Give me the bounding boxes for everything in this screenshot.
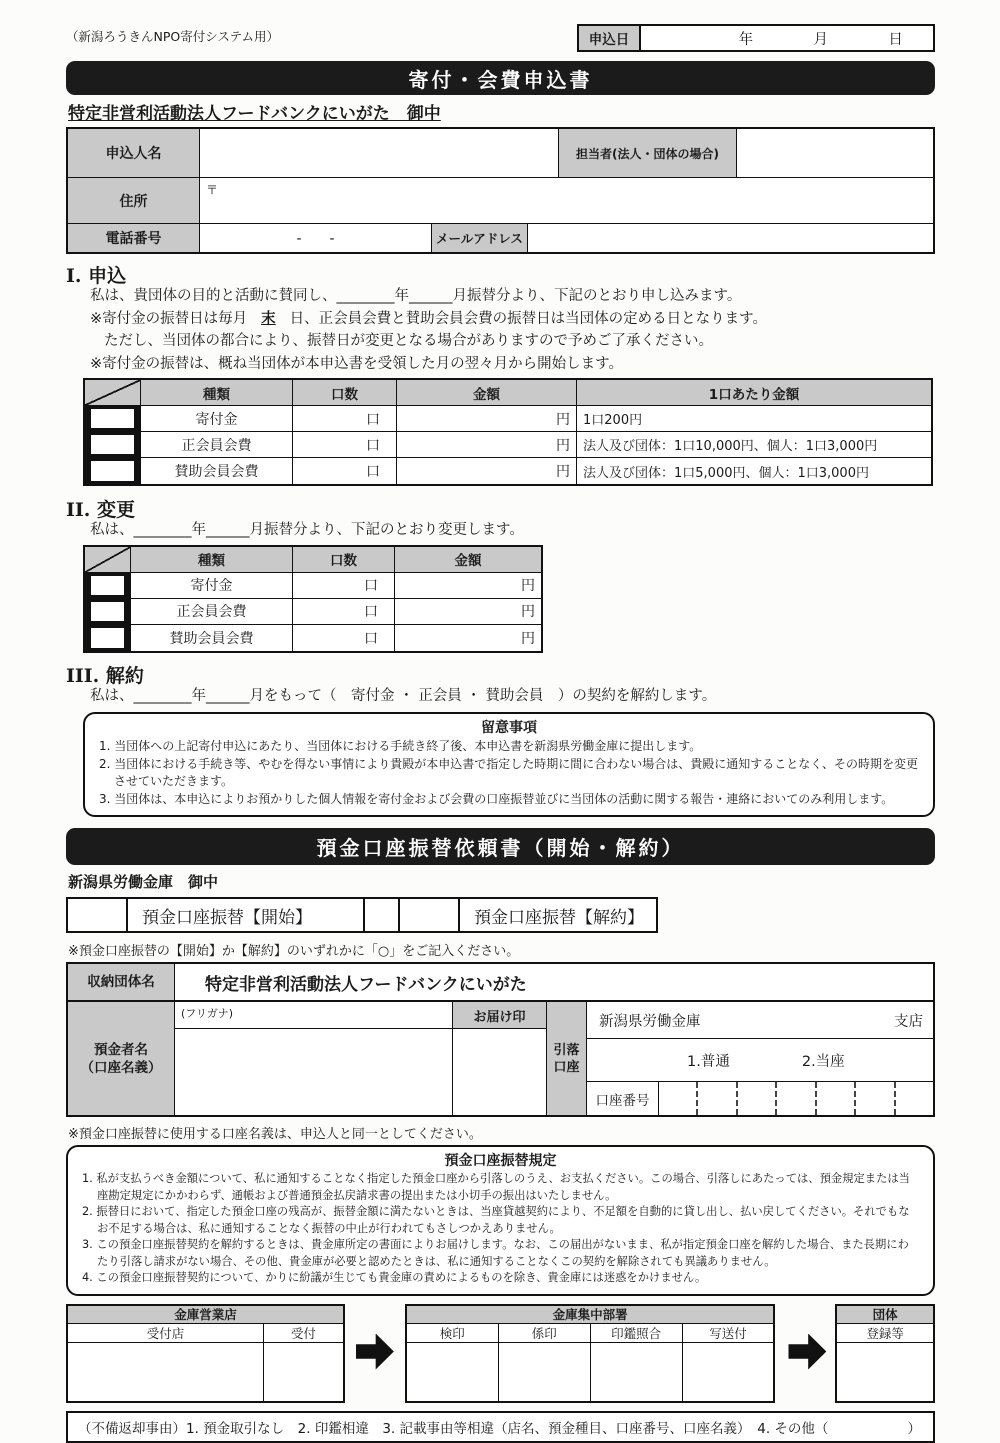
- transfer-day-value: 末: [261, 310, 276, 327]
- cancel-section-heading: III. 解約: [66, 664, 144, 687]
- date-month-label: 月: [813, 31, 828, 48]
- regulations-box: [66, 1145, 935, 1296]
- notes-box: [83, 712, 935, 817]
- amount-input[interactable]: 円: [397, 432, 577, 457]
- change-donation-checkbox[interactable]: [85, 573, 131, 598]
- application-date-label: 申込日: [579, 26, 641, 50]
- table-row: [85, 406, 931, 432]
- table-row: [85, 599, 541, 625]
- apply-note2-line: ※寄付金の振替は、概ね当団体が本申込書を受領した月の翌々月から開始します。: [90, 355, 623, 372]
- bank-name: 新潟県労働金庫: [599, 1013, 701, 1030]
- return-reason-footer: [66, 1411, 935, 1443]
- per-unit-label: 法人及び団体：1口10,000円、個人：1口3,000円: [583, 439, 878, 454]
- address-label: 住所: [68, 178, 200, 223]
- reception-branch-stamp-area[interactable]: [68, 1343, 264, 1401]
- copy-sent-area[interactable]: [683, 1343, 774, 1401]
- row-type-label: 正会員会費: [141, 432, 293, 457]
- account-type-row: [587, 1039, 933, 1082]
- reception-header: 受付: [290, 1325, 316, 1341]
- apply-intro-line: 私は、貴団体の目的と活動に賛同し、________年______月振替分より、下記のとおり申し込みます。: [90, 288, 742, 304]
- per-unit-label: 1口200円: [583, 413, 643, 428]
- seal-verification-header: 印鑑照合: [591, 1324, 683, 1342]
- payee-value: 特定非営利活動法人フードバンクにいがた: [205, 974, 527, 995]
- units-input[interactable]: 口: [293, 599, 395, 624]
- account-transfer-table: [66, 962, 935, 1117]
- form1-addressee: 特定非営利活動法人フードバンクにいがた 御中: [68, 104, 441, 124]
- table-row: [85, 573, 541, 599]
- contact-person-input[interactable]: [737, 129, 933, 177]
- return-reason-close-paren: ）: [907, 1420, 921, 1437]
- furigana-label: (フリガナ): [175, 1002, 452, 1029]
- applicant-table: [66, 127, 935, 254]
- form2-addressee: 新潟県労働金庫 御中: [68, 873, 219, 891]
- postal-mark: 〒: [206, 183, 219, 197]
- same-name-note: ※預金口座振替に使用する口座名義は、申込人と同一としてください。: [68, 1127, 482, 1142]
- depositor-label: 預金者名 （口座名義）: [68, 1002, 175, 1115]
- notes-item: 1. 当団体への上記寄付申込にあたり、当団体における手続き終了後、本申込書を新潟県労働金庫に提出します。: [99, 739, 702, 753]
- phone-input[interactable]: - -: [200, 224, 432, 252]
- start-cancel-selector: [66, 897, 658, 933]
- row-type-label: 賛助会員会費: [131, 625, 293, 651]
- change-section-heading: II. 変更: [66, 499, 136, 521]
- application-date-box: [577, 24, 935, 52]
- circle-note: ※預金口座振替の【開始】か【解約】のいずれかに「○」をご記入ください。: [68, 944, 520, 959]
- seal-label: お届け印: [453, 1002, 546, 1029]
- contact-person-label: 担当者(法人・団体の場合): [559, 129, 737, 177]
- units-input[interactable]: 口: [293, 432, 397, 457]
- change-header-amount: 金額: [395, 547, 541, 572]
- apply-header-amount: 金額: [397, 380, 577, 405]
- reception-branch-header: 受付店: [68, 1324, 264, 1342]
- units-input[interactable]: 口: [293, 406, 397, 431]
- table-row: [85, 625, 541, 651]
- applicant-name-label: 申込人名: [68, 129, 200, 177]
- flow-arrow-icon: [356, 1334, 394, 1370]
- change-table: [83, 545, 543, 653]
- clerk-stamp-area[interactable]: [499, 1343, 591, 1401]
- table-row: [85, 432, 931, 458]
- table-row: [85, 458, 931, 484]
- apply-header-per-unit: 1口あたり金額: [577, 380, 931, 405]
- cancel-circle-box[interactable]: [400, 899, 460, 931]
- notes-item: 2. 当団体における手続き等、やむを得ない事情により貴殿が本申込書で指定した時期に間に合わない場合は、貴殿に通知することなく、その時期を変更させていただきます。: [99, 756, 919, 788]
- registration-area[interactable]: [837, 1343, 933, 1401]
- units-input[interactable]: 口: [293, 458, 397, 484]
- change-header-type: 種類: [131, 547, 293, 572]
- processing-center-title: 金庫集中部署: [407, 1306, 774, 1324]
- seal-column: [453, 1002, 547, 1115]
- apply-header-type: 種類: [141, 380, 293, 405]
- payee-label: 収納団体名: [68, 964, 175, 1000]
- start-circle-box[interactable]: [68, 899, 128, 931]
- notes-item: 3. 当団体は、本申込によりお預かりした個人情報を寄付金および会費の口座振替並びに当団体の活動に関する報告・連絡においてのみ利用します。: [99, 791, 894, 806]
- application-date-fields[interactable]: [641, 26, 933, 50]
- apply-table: [83, 378, 933, 486]
- apply-member-checkbox[interactable]: [85, 432, 141, 457]
- seal-verification-area[interactable]: [591, 1343, 683, 1401]
- regulations-title: 預金口座振替規定: [444, 1153, 557, 1169]
- inspection-stamp-header: 検印: [407, 1324, 499, 1342]
- amount-input[interactable]: 円: [521, 604, 535, 620]
- per-unit-label: 法人及び団体：1口5,000円、個人：1口3,000円: [583, 465, 869, 481]
- amount-input[interactable]: 円: [521, 578, 535, 594]
- organization-table: [835, 1304, 935, 1403]
- amount-input[interactable]: 円: [397, 458, 577, 484]
- branch-suffix: 支店: [894, 1013, 923, 1030]
- branch-office-table: [66, 1304, 345, 1403]
- form1-title-banner: 寄付・会費申込書: [66, 61, 935, 95]
- processing-center-table: [405, 1304, 776, 1403]
- top-row: [66, 24, 935, 54]
- diagonal-header-cell: [85, 547, 131, 572]
- diagonal-header-cell: [85, 380, 141, 405]
- depositor-name-input[interactable]: [175, 1029, 452, 1115]
- clerk-stamp-header: 係印: [499, 1324, 591, 1342]
- cancel-intro-line: 私は、________年______月をもって（ 寄付金 ・ 正会員 ・ 賛助会員 ）の契約を解約します。: [90, 687, 717, 704]
- change-support-checkbox[interactable]: [85, 625, 131, 651]
- date-year-label: 年: [738, 31, 754, 48]
- row-type-label: 正会員会費: [131, 599, 293, 624]
- regulation-item: 3. この預金口座振替契約を解約するときは、貴金庫所定の書面によりお届けします。なお、この届出がないまま、私が指定預金口座を解約した場合、また長期にわたり引落し請求がない場合、その他、貴金庫が必要と認めたときは、私に通知することなくこの契約を解除されても異議ありません。: [82, 1238, 909, 1268]
- depositor-name-area: [175, 1002, 453, 1115]
- apply-intro-paragraph: [90, 285, 935, 375]
- bank-branch-row[interactable]: [587, 1002, 933, 1039]
- units-input[interactable]: 口: [293, 573, 395, 598]
- apply-donation-checkbox[interactable]: [85, 406, 141, 431]
- apply-support-checkbox[interactable]: [85, 458, 141, 484]
- system-note: （新潟ろうきんNPO寄付システム用）: [66, 29, 279, 44]
- account-number-label: 口座番号: [587, 1082, 659, 1115]
- account-type-current[interactable]: 2.当座: [801, 1053, 845, 1070]
- amount-input[interactable]: 円: [397, 406, 577, 431]
- seal-stamp-area[interactable]: [453, 1029, 546, 1115]
- registration-header: 登録等: [866, 1325, 904, 1341]
- row-type-label: 寄付金: [131, 573, 293, 598]
- processing-flow: [66, 1304, 935, 1403]
- return-reason-text: （不備返却事由）1. 預金取引なし 2. 印鑑相違 3. 記載事由等相違（店名、預金種目、口座番号、口座名義） 4. その他（: [78, 1420, 829, 1437]
- account-number-row: [587, 1082, 933, 1115]
- account-type-ordinary[interactable]: 1.普通: [687, 1053, 730, 1070]
- branch-office-title: 金庫営業店: [68, 1306, 343, 1324]
- change-header-units: 口数: [293, 547, 395, 572]
- flow-arrow-icon: [788, 1334, 826, 1370]
- apply-section-heading: I. 申込: [66, 265, 127, 287]
- phone-label: 電話番号: [68, 224, 200, 252]
- reception-stamp-area[interactable]: [264, 1343, 343, 1401]
- applicant-name-input[interactable]: [200, 129, 559, 177]
- notes-box-title: 留意事項: [481, 720, 537, 736]
- address-input[interactable]: [200, 178, 933, 223]
- date-day-label: 日: [888, 31, 903, 48]
- organization-title: 団体: [837, 1306, 933, 1324]
- inspection-stamp-area[interactable]: [407, 1343, 499, 1401]
- apply-header-units: 口数: [293, 380, 397, 405]
- row-type-label: 寄付金: [141, 406, 293, 431]
- email-label: メールアドレス: [432, 224, 528, 252]
- copy-sent-header: 写送付: [709, 1325, 747, 1341]
- account-number-input[interactable]: [659, 1082, 933, 1115]
- debit-account-label: 引落 口座: [547, 1002, 587, 1115]
- start-label: 預金口座振替【開始】: [128, 899, 365, 931]
- row-type-label: 賛助会員会費: [141, 458, 293, 484]
- change-member-checkbox[interactable]: [85, 599, 131, 624]
- form2-title-banner: 預金口座振替依頼書（開始・解約）: [66, 828, 935, 865]
- apply-note1-sub-line: ただし、当団体の都合により、振替日が変更となる場合がありますので予めご了承ください。: [104, 333, 713, 349]
- selector-gap: [365, 899, 400, 931]
- email-input[interactable]: [528, 224, 933, 252]
- debit-account-details: [587, 1002, 933, 1115]
- regulation-item: 2. 振替日において、指定した預金口座の残高が、振替金額に満たないときは、当座貸越契約により、不足額を自動的に貸し出し、払い戻してください。それでもなお不足する場合は、私に通知することなく振替の中止が行われてもさしつかえありません。: [82, 1205, 910, 1235]
- units-input[interactable]: 口: [293, 625, 395, 651]
- change-intro-line: 私は、________年______月振替分より、下記のとおり変更します。: [90, 522, 524, 538]
- regulation-item: 4. この預金口座振替契約について、かりに紛議が生じても貴金庫の責めによるものを除き、貴金庫には迷惑をかけません。: [82, 1271, 707, 1284]
- amount-input[interactable]: 円: [521, 630, 535, 647]
- apply-note1-line: ※寄付金の振替日は毎月 末 日、正会員会費と賛助会員会費の振替日は当団体の定める日となります。: [90, 310, 767, 327]
- regulation-item: 1. 私が支払うべき金額について、私に通知することなく指定した預金口座から引落しのうえ、お支払ください。この場合、引落しにあたっては、預金規定または当座勘定規定にかかわらず、通帳および普通預金払戻請求書の提出または小切手の振出はいたしません。: [82, 1172, 910, 1202]
- cancel-label: 預金口座振替【解約】: [474, 907, 644, 928]
